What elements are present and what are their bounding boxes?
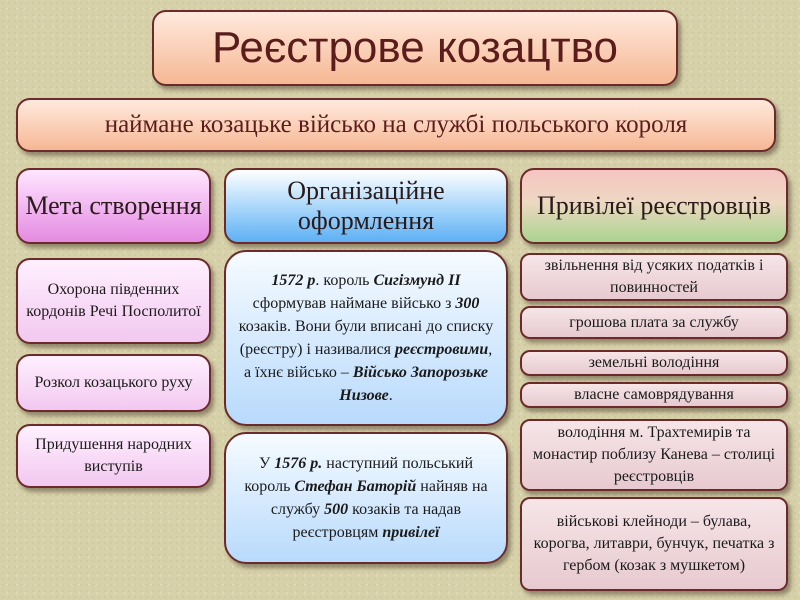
- diagram-title: Реєстрове козацтво: [211, 23, 619, 72]
- goal-item-label: Охорона південних кордонів Речі Посполитої: [26, 281, 201, 320]
- goal-item-border-protection: [16, 258, 211, 344]
- term-privileges: привілеї: [382, 524, 440, 541]
- goal-header: [16, 168, 211, 244]
- diagram-subtitle: наймане козацьке військо на службі польського короля: [104, 111, 688, 138]
- goal-item-split-movement: [16, 354, 211, 412]
- organization-1572-text: 1572 р. король Сигізмунд ІІ сформував наймане військо з 300 козаків. Вони були вписані до списку (реєстру) і називалися реєстровими, а їхнє військо – Військо Запорозьке Низове.: [238, 272, 494, 404]
- privilege-land: [520, 350, 788, 376]
- privileges-header-label: Привілеї реєстровців: [536, 191, 772, 220]
- goal-item-suppression: [16, 424, 211, 488]
- title-box: [152, 10, 678, 86]
- subtitle-box: [16, 98, 776, 152]
- goal-header-label: Мета створення: [25, 191, 202, 220]
- goal-item-label: Придушення народних виступів: [35, 436, 192, 475]
- king-stefan-batory: Стефан Баторій: [294, 478, 417, 495]
- year-1572: 1572 р: [271, 272, 316, 289]
- privilege-label: власне самоврядування: [574, 386, 734, 403]
- army-name: Військо Запорозьке Низове: [339, 364, 488, 404]
- goal-item-label: Розкол козацького руху: [34, 374, 193, 391]
- privilege-label: військові клейноди – булава, корогва, литаври, бунчук, печатка з гербом (козак з мушкетом): [533, 513, 775, 574]
- privilege-self-government: [520, 382, 788, 408]
- privilege-label: звільнення від усяких податків і повинностей: [544, 257, 764, 296]
- organization-header: [224, 168, 508, 244]
- privilege-label: земельні володіння: [588, 354, 720, 371]
- privilege-pay: [520, 306, 788, 339]
- king-sigismund: Сигізмунд ІІ: [373, 272, 461, 289]
- privilege-trakhtemyriv: [520, 419, 788, 491]
- privilege-regalia: [520, 497, 788, 591]
- organization-1576-block: [224, 432, 508, 564]
- year-1576: 1576 р.: [274, 455, 323, 472]
- privilege-label: володіння м. Трахтемирів та монастир поблизу Канева – столиці реєстровців: [532, 424, 776, 485]
- term-registered: реєстровими: [395, 341, 489, 358]
- organization-header-label: Організаційне оформлення: [287, 176, 445, 235]
- count-300: 300: [455, 295, 480, 312]
- organization-1576-text: У 1576 р. наступний польський король Стефан Баторій найняв на службу 500 козаків та надав реєстровцям привілеї: [244, 455, 488, 541]
- privilege-tax-exemption: [520, 253, 788, 301]
- organization-1572-block: [224, 250, 508, 426]
- privileges-header: [520, 168, 788, 244]
- privilege-label: грошова плата за службу: [569, 313, 739, 331]
- count-500: 500: [324, 501, 349, 518]
